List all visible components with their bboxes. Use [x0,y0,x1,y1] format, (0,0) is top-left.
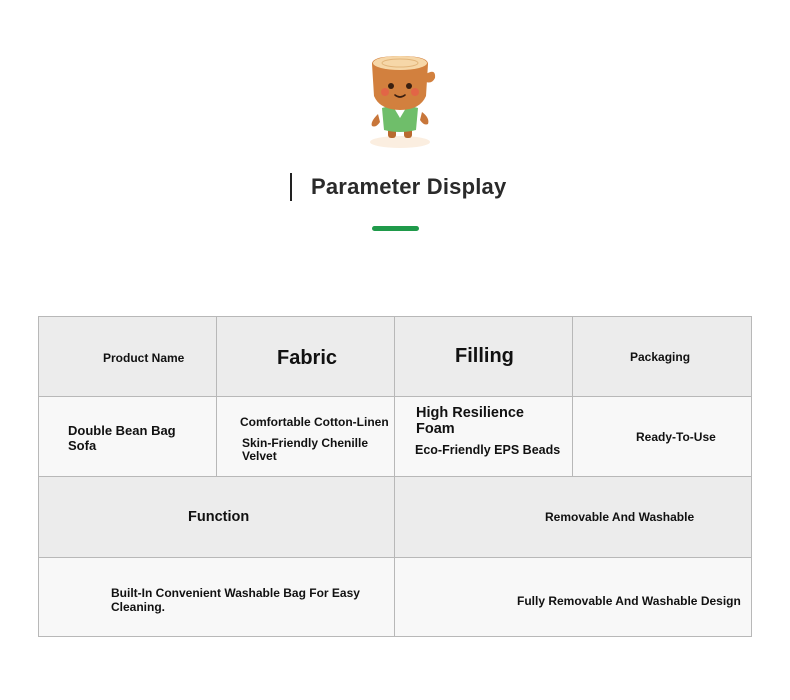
value-cell-product-name [38,396,217,477]
filling-label: Filling [455,345,514,367]
function-value-line-1: Built-In Convenient Washable Bag For Easy [111,586,360,600]
fabric-label: Fabric [277,347,338,369]
value-cell-packaging [572,396,752,477]
header-cell-removable [394,476,752,558]
function-value-line-2: Cleaning. [111,600,166,614]
packaging-label: Packaging [630,350,691,364]
removable-value: Fully Removable And Washable Design [517,594,741,608]
product-name-line-2: Sofa [68,438,97,453]
filling-option-foam-line-1: High Resilience [416,405,524,421]
filling-option-foam-line-2: Foam [416,421,455,437]
packaging-value: Ready-To-Use [636,430,716,444]
tree-stump-mascot-icon [360,52,440,150]
product-name-label: Product Name [103,351,185,365]
header-cell-function [38,476,395,558]
title-divider [290,173,292,201]
header-cell-packaging [572,316,752,397]
product-name-line-1: Double Bean Bag [68,423,176,438]
fabric-option-cotton-linen: Comfortable Cotton-Linen [240,415,389,429]
fabric-option-chenille-line-2: Velvet [242,449,277,463]
value-cell-filling [394,396,573,477]
filling-option-eps-beads: Eco-Friendly EPS Beads [415,443,561,457]
parameter-table [38,316,752,637]
function-label: Function [188,509,250,525]
header-cell-fabric [216,316,395,397]
value-cell-fabric [216,396,395,477]
fabric-option-chenille-line-1: Skin-Friendly Chenille [242,436,369,450]
value-cell-removable [394,557,752,637]
section-title [290,172,506,202]
page-title: Parameter Display [311,174,507,199]
header-cell-product-name [38,316,217,397]
value-cell-function [38,557,395,637]
header-cell-filling [394,316,573,397]
removable-label: Removable And Washable [545,510,695,524]
title-underline [372,226,419,231]
